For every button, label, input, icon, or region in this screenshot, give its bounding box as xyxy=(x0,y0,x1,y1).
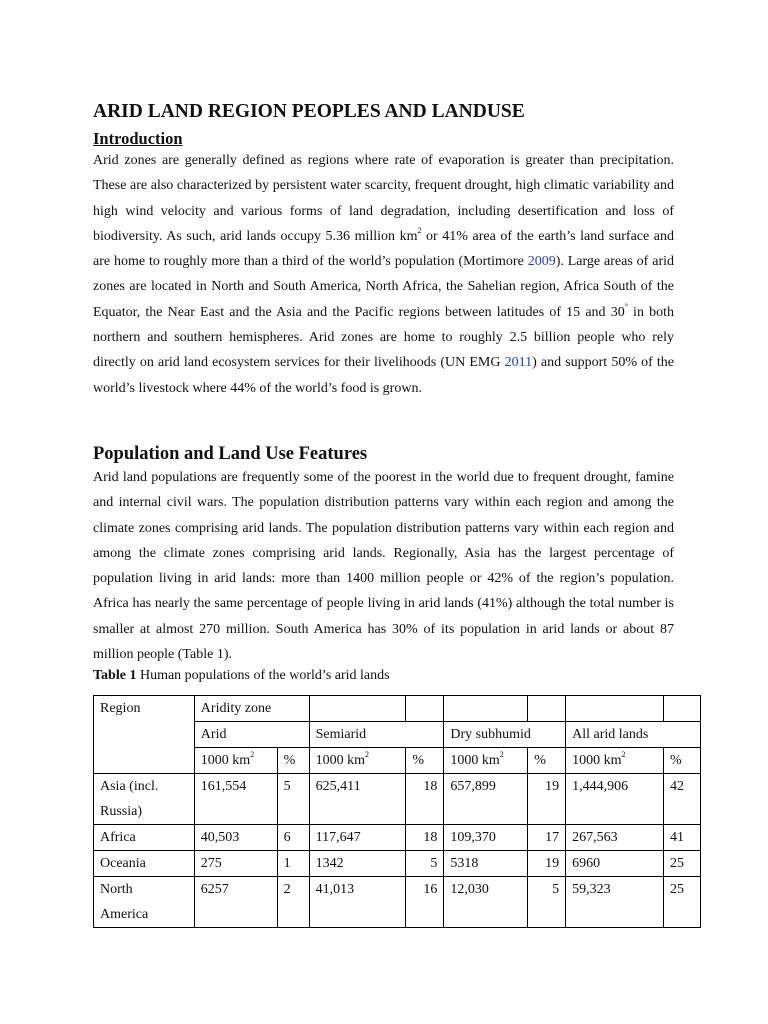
introduction-paragraph: Arid zones are generally defined as regions where rate of evaporation is greater than precipitation. These are also characterized by persistent water scarcity, frequent drought, high climatic variability and high wind velocity and various forms of land degradation, including desertification and loss of biodiversity. As such, arid lands occupy 5.36 million $km^2$ or 41% area of the earth’s land surface and are home to roughly more than a third of the world’s population (Mortimore 2009). Large areas of arid zones are located in North and South America, North Africa, the Sahelian region, Africa South of the Equator, the Near East and the Asia and the Pacific regions between latitudes of 15 and 30° in both northern and southern hemispheres. Arid zones are home to roughly 2.5 billion people who rely directly on arid land ecosystem services for their livelihoods (UN EMG 2011) and support 50% of the world’s livestock where 44% of the world’s food is grown. xyxy=(93,153,674,396)
pct-cell: % xyxy=(528,748,566,774)
table-caption: Table 1 Human populations of the world’s arid lands xyxy=(93,668,390,683)
population-table xyxy=(93,695,701,928)
zone-semiarid: Semiarid xyxy=(309,722,444,748)
region-cell: Oceania xyxy=(94,851,195,877)
region-cell: North America xyxy=(94,877,195,928)
superscript-2: 2 xyxy=(417,226,422,236)
citation-link-2009[interactable]: 2009 xyxy=(527,254,556,270)
pct-cell: % xyxy=(663,748,700,774)
table-row: Asia (incl. Russia) 161,554 5 625,411 18 657,899 19 1,444,906 42 xyxy=(94,774,701,825)
unit-cell: 1000 $km^2$ xyxy=(566,748,664,774)
header-region: Region xyxy=(94,696,195,774)
region-cell: Africa xyxy=(94,825,195,851)
degree-symbol: ° xyxy=(624,302,628,312)
citation-link-2011[interactable]: 2011 xyxy=(504,355,533,371)
zone-dry-subhumid: Dry subhumid xyxy=(444,722,566,748)
population-paragraph: Arid land populations are frequently some of the poorest in the world due to frequent drought, famine and internal civil wars. The population distribution patterns vary within each region and among the climate zones comprising arid lands. The population distribution patterns vary within each region and among the climate zones comprising arid lands. Regionally, Asia has the largest percentage of population living in arid lands: more than 1400 million people or 42% of the region’s population. Africa has nearly the same percentage of people living in arid lands (41%) although the total number is smaller at almost 270 million. South America has 30% of its population in arid lands or about 87 million people (Table 1). xyxy=(93,470,674,663)
table-header-row xyxy=(94,696,701,722)
document-title: ARID LAND REGION PEOPLES AND LANDUSE xyxy=(93,101,525,122)
unit-cell: 1000 $km^2$ xyxy=(194,748,277,774)
introduction-heading: Introduction xyxy=(93,129,183,148)
region-cell: Asia (incl. Russia) xyxy=(94,774,195,825)
pct-cell: % xyxy=(277,748,309,774)
zone-all-arid-lands: All arid lands xyxy=(566,722,701,748)
table-row: Africa 40,503 6 117,647 18 109,370 17 267,563 41 xyxy=(94,825,701,851)
header-aridity-zone: Aridity zone xyxy=(194,696,309,722)
population-heading: Population and Land Use Features xyxy=(93,444,368,464)
pct-cell: % xyxy=(406,748,444,774)
unit-cell: 1000 $km^2$ xyxy=(444,748,528,774)
zone-arid: Arid xyxy=(194,722,309,748)
table-row: North America 6257 2 41,013 16 12,030 5 59,323 25 xyxy=(94,877,701,928)
unit-cell: 1000 $km^2$ xyxy=(309,748,406,774)
table-row: Oceania 275 1 1342 5 5318 19 6960 25 xyxy=(94,851,701,877)
